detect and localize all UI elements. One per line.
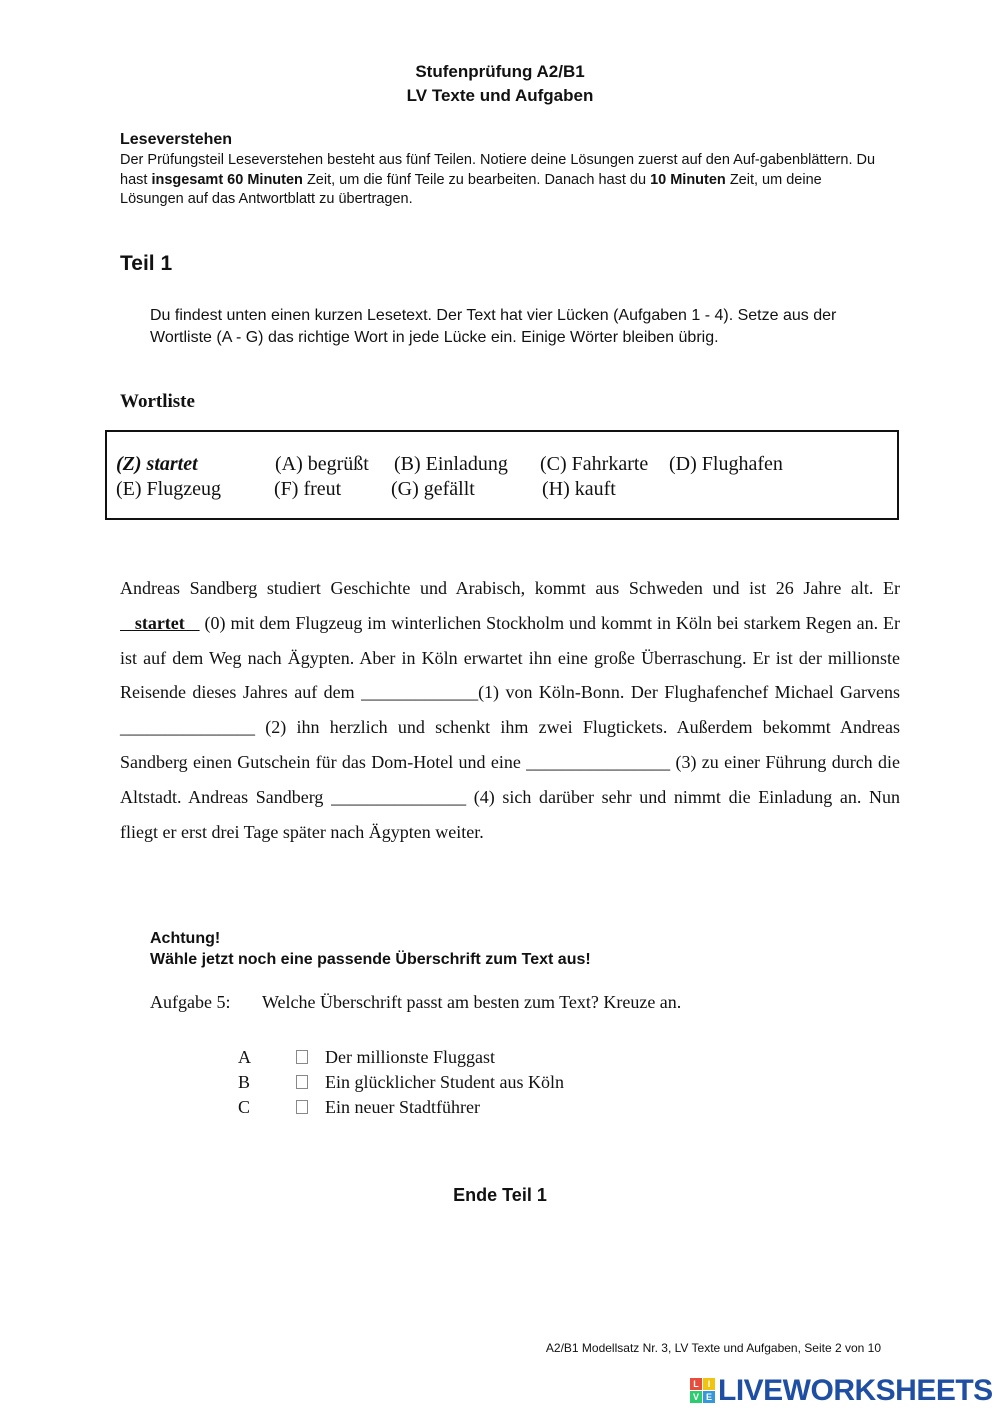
section-heading-leseverstehen: Leseverstehen (120, 131, 233, 148)
word-option-z: (Z) startet (116, 453, 198, 475)
word-option-e: (E) Flugzeug (116, 478, 221, 500)
part-heading: Teil 1 (120, 252, 173, 275)
page-footer: A2/B1 Modellsatz Nr. 3, LV Texte und Aufgaben, Seite 2 von 10 (545, 1341, 881, 1355)
option-text: Ein neuer Stadtführer (325, 1097, 480, 1117)
intro-paragraph: Der Prüfungsteil Leseverstehen besteht aus fünf Teilen. Notiere deine Lösungen zuerst auf den Auf-gabenblättern. Du hast insgesamt 60 Minuten Zeit, um die fünf Teile zu bearbeiten. Danach hast du 10 Minuten Zeit, um deine Lösungen auf das Antwortblatt zu übertragen. (120, 152, 876, 207)
word-option-h: (H) kauft (542, 478, 616, 500)
word-option-a: (A) begrüßt (275, 453, 369, 475)
part-instructions: Du findest unten einen kurzen Lesetext. Der Text hat vier Lücken (Aufgaben 1 - 4). Setze aus der Wortliste (A - G) das richtige Wort in jede Lücke ein. Einige Wörter bleiben übrig. (150, 307, 837, 346)
option-letter: A (238, 1047, 251, 1067)
word-option-d: (D) Flughafen (669, 453, 783, 475)
word-option-f: (F) freut (274, 478, 342, 500)
option-b (238, 1072, 564, 1093)
gap-1-input[interactable]: _____________ (361, 682, 479, 703)
option-letter: C (238, 1097, 251, 1117)
option-c (238, 1097, 480, 1118)
attention-note (150, 928, 591, 970)
task-5-question-text: Welche Überschrift passt am besten zum Text? Kreuze an. (262, 992, 682, 1012)
option-text: Der millionste Fluggast (325, 1047, 495, 1067)
gap-3-input[interactable]: ________________ (526, 751, 671, 772)
option-text: Ein glücklicher Student aus Köln (325, 1072, 564, 1092)
document-title: Stufenprüfung A2/B1 (415, 62, 585, 81)
word-list-box (105, 430, 899, 520)
liveworksheets-wordmark: LIVEWORKSHEETS (718, 1374, 993, 1407)
option-letter: B (238, 1072, 251, 1092)
attention-instruction: Wähle jetzt noch eine passende Überschrift zum Text aus! (150, 951, 591, 968)
reading-text: Andreas Sandberg studiert Geschichte und Arabisch, kommt aus Schweden und ist 26 Jahre alt. Er startet (0) mit dem Flugzeug im winterlichen Stockholm und kommt in Köln bei starkem Regen an. Er ist auf dem Weg nach Ägypten. Aber in Köln erwartet ihn eine große Überraschung. Er ist der millionste Reisende dieses Jahres auf dem _____________(1) von Köln-Bonn. Der Flughafenchef Michael Garvens _______________ (2) ihn herzlich und schenkt ihm zwei Flugtickets. Außerdem bekommt Andreas Sandberg einen Gutschein für das Dom-Hotel und eine ________________ (3) zu einer Führung durch die Altstadt. Andreas Sandberg _______________ (4) sich darüber sehr und nimmt die Einladung an. Nun fliegt er erst drei Tage später nach Ägypten weiter. (120, 578, 900, 842)
gap-2-input[interactable]: _______________ (120, 717, 255, 738)
task-5-label: Aufgabe 5: (150, 992, 231, 1012)
option-c-checkbox[interactable] (296, 1100, 308, 1114)
example-answer: startet (120, 612, 200, 633)
word-list-label: Wortliste (120, 391, 195, 412)
gap-4-input[interactable]: _______________ (331, 786, 467, 807)
option-a (238, 1047, 495, 1068)
task-5-question (150, 992, 681, 1013)
word-option-c: (C) Fahrkarte (540, 453, 649, 475)
option-a-checkbox[interactable] (296, 1050, 308, 1064)
end-of-part-label: Ende Teil 1 (453, 1185, 547, 1205)
option-b-checkbox[interactable] (296, 1075, 308, 1089)
liveworksheets-icon: L I V E (690, 1378, 716, 1404)
attention-heading: Achtung! (150, 930, 221, 947)
document-subtitle: LV Texte und Aufgaben (406, 86, 594, 105)
word-option-g: (G) gefällt (391, 478, 475, 500)
word-option-b: (B) Einladung (394, 453, 508, 475)
